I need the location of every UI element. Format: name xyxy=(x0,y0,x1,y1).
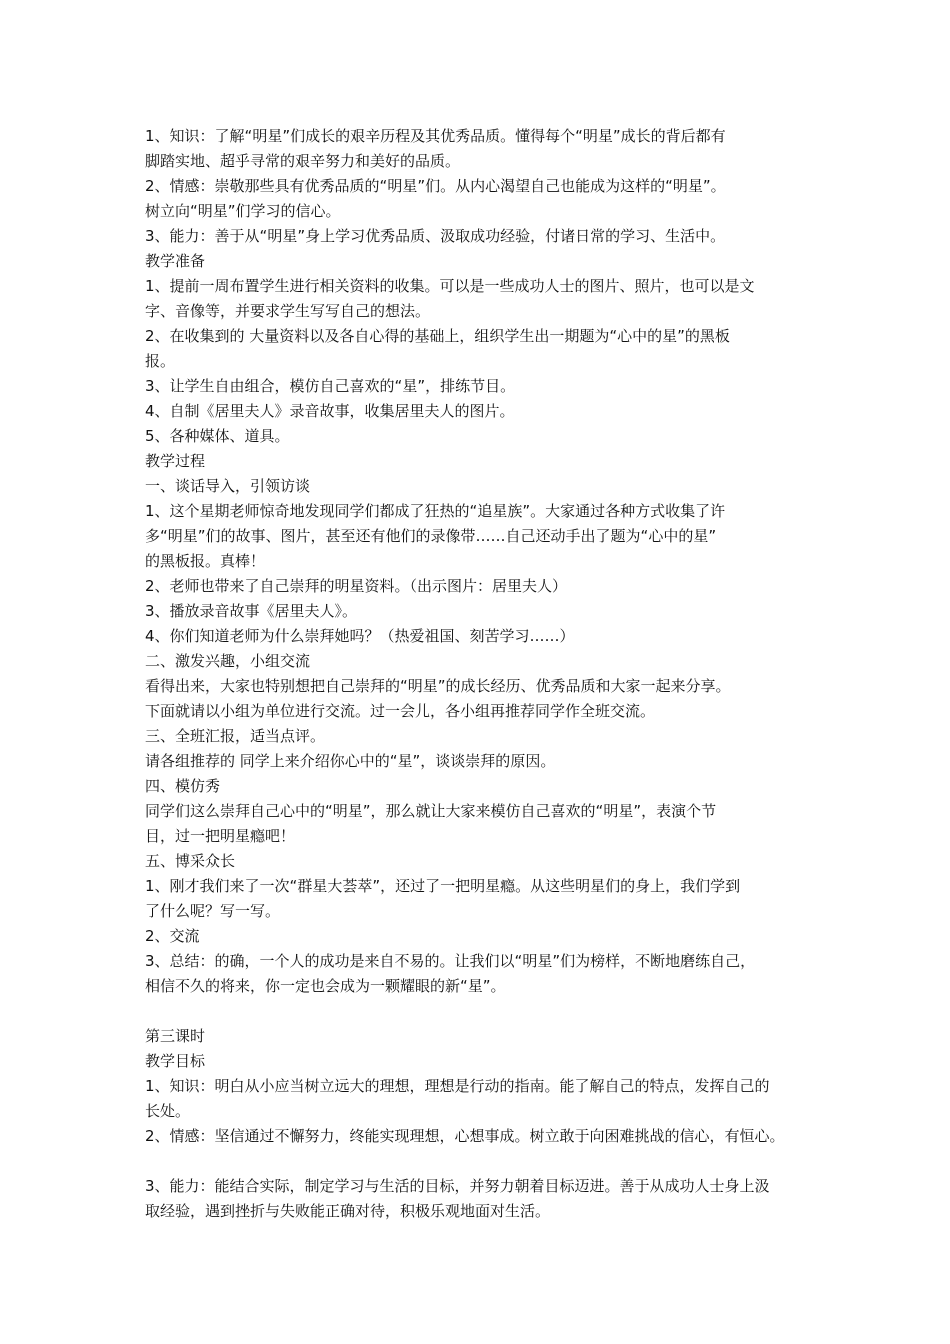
section-heading: 第三课时 xyxy=(145,1027,206,1045)
text-line: 请各组推荐的 同学上来介绍你心中的“星”，谈谈崇拜的原因。 xyxy=(145,752,556,770)
text-line: 树立向“明星”们学习的信心。 xyxy=(145,202,341,220)
text-line: 2、老师也带来了自己崇拜的明星资料。（出示图片：居里夫人） xyxy=(145,577,568,595)
text-line: 3、总结：的确，一个人的成功是来自不易的。让我们以“明星”们为榜样，不断地磨练自己， xyxy=(145,952,756,970)
text-line: 看得出来，大家也特别想把自己崇拜的“明星”的成长经历、优秀品质和大家一起来分享。 xyxy=(145,677,731,695)
text-line: 相信不久的将来，你一定也会成为一颗耀眼的新“星”。 xyxy=(145,977,506,995)
text-line: 3、能力：善于从“明星”身上学习优秀品质、汲取成功经验，付诸日常的学习、生活中。 xyxy=(145,227,726,245)
section-heading: 教学过程 xyxy=(145,452,206,470)
text-line: 2、情感：坚信通过不懈努力，终能实现理想，心想事成。树立敢于向困难挑战的信心，有恒心。 xyxy=(145,1127,785,1145)
subsection-heading: 四、模仿秀 xyxy=(145,777,221,795)
subsection-heading: 五、博采众长 xyxy=(145,852,236,870)
text-line: 1、知识：明白从小应当树立远大的理想，理想是行动的指南。能了解自己的特点，发挥自己的 xyxy=(145,1077,770,1095)
section-heading: 教学目标 xyxy=(145,1052,206,1070)
text-line: 长处。 xyxy=(145,1102,191,1120)
text-line: 2、情感：崇敬那些具有优秀品质的“明星”们。从内心渴望自己也能成为这样的“明星”。 xyxy=(145,177,726,195)
subsection-heading: 二、激发兴趣，小组交流 xyxy=(145,652,311,670)
text-line: 2、在收集到的 大量资料以及各自心得的基础上，组织学生出一期题为“心中的星”的黑板 xyxy=(145,327,730,345)
text-line: 1、这个星期老师惊奇地发现同学们都成了狂热的“追星族”。大家通过各种方式收集了许 xyxy=(145,502,726,520)
text-line: 同学们这么崇拜自己心中的“明星”，那么就让大家来模仿自己喜欢的“明星”，表演个节 xyxy=(145,802,717,820)
text-line: 下面就请以小组为单位进行交流。过一会儿，各小组再推荐同学作全班交流。 xyxy=(145,702,656,720)
text-line: 了什么呢？写一写。 xyxy=(145,902,281,920)
text-line: 1、刚才我们来了一次“群星大荟萃”，还过了一把明星瘾。从这些明星们的身上，我们学到 xyxy=(145,877,741,895)
text-line: 取经验，遇到挫折与失败能正确对待，积极乐观地面对生活。 xyxy=(145,1202,551,1220)
text-line: 3、播放录音故事《居里夫人》。 xyxy=(145,602,358,620)
text-line: 3、能力：能结合实际，制定学习与生活的目标，并努力朝着目标迈进。善于从成功人士身上汲 xyxy=(145,1177,770,1195)
text-line: 目，过一把明星瘾吧！ xyxy=(145,827,296,845)
blank-line xyxy=(145,1149,825,1174)
text-line: 1、知识：了解“明星”们成长的艰辛历程及其优秀品质。懂得每个“明星”成长的背后都有 xyxy=(145,127,726,145)
text-line: 的黑板报。真棒！ xyxy=(145,552,266,570)
text-line: 字、音像等，并要求学生写写自己的想法。 xyxy=(145,302,431,320)
section-heading: 教学准备 xyxy=(145,252,206,270)
text-line: 4、你们知道老师为什么崇拜她吗？（热爱祖国、刻苦学习……） xyxy=(145,627,575,645)
text-line: 报。 xyxy=(145,352,176,370)
text-line: 2、交流 xyxy=(145,927,200,945)
text-line: 多“明星”们的故事、图片，甚至还有他们的录像带……自己还动手出了题为“心中的星” xyxy=(145,527,717,545)
document-body xyxy=(145,124,825,1224)
text-line: 脚踏实地、超乎寻常的艰辛努力和美好的品质。 xyxy=(145,152,461,170)
text-line: 5、各种媒体、道具。 xyxy=(145,427,290,445)
blank-line xyxy=(145,999,825,1024)
text-line: 4、自制《居里夫人》录音故事，收集居里夫人的图片。 xyxy=(145,402,515,420)
subsection-heading: 三、全班汇报，适当点评。 xyxy=(145,727,326,745)
subsection-heading: 一、谈话导入，引领访谈 xyxy=(145,477,311,495)
text-line: 1、提前一周布置学生进行相关资料的收集。可以是一些成功人士的图片、照片，也可以是文 xyxy=(145,277,755,295)
text-line: 3、让学生自由组合，模仿自己喜欢的“星”，排练节目。 xyxy=(145,377,516,395)
